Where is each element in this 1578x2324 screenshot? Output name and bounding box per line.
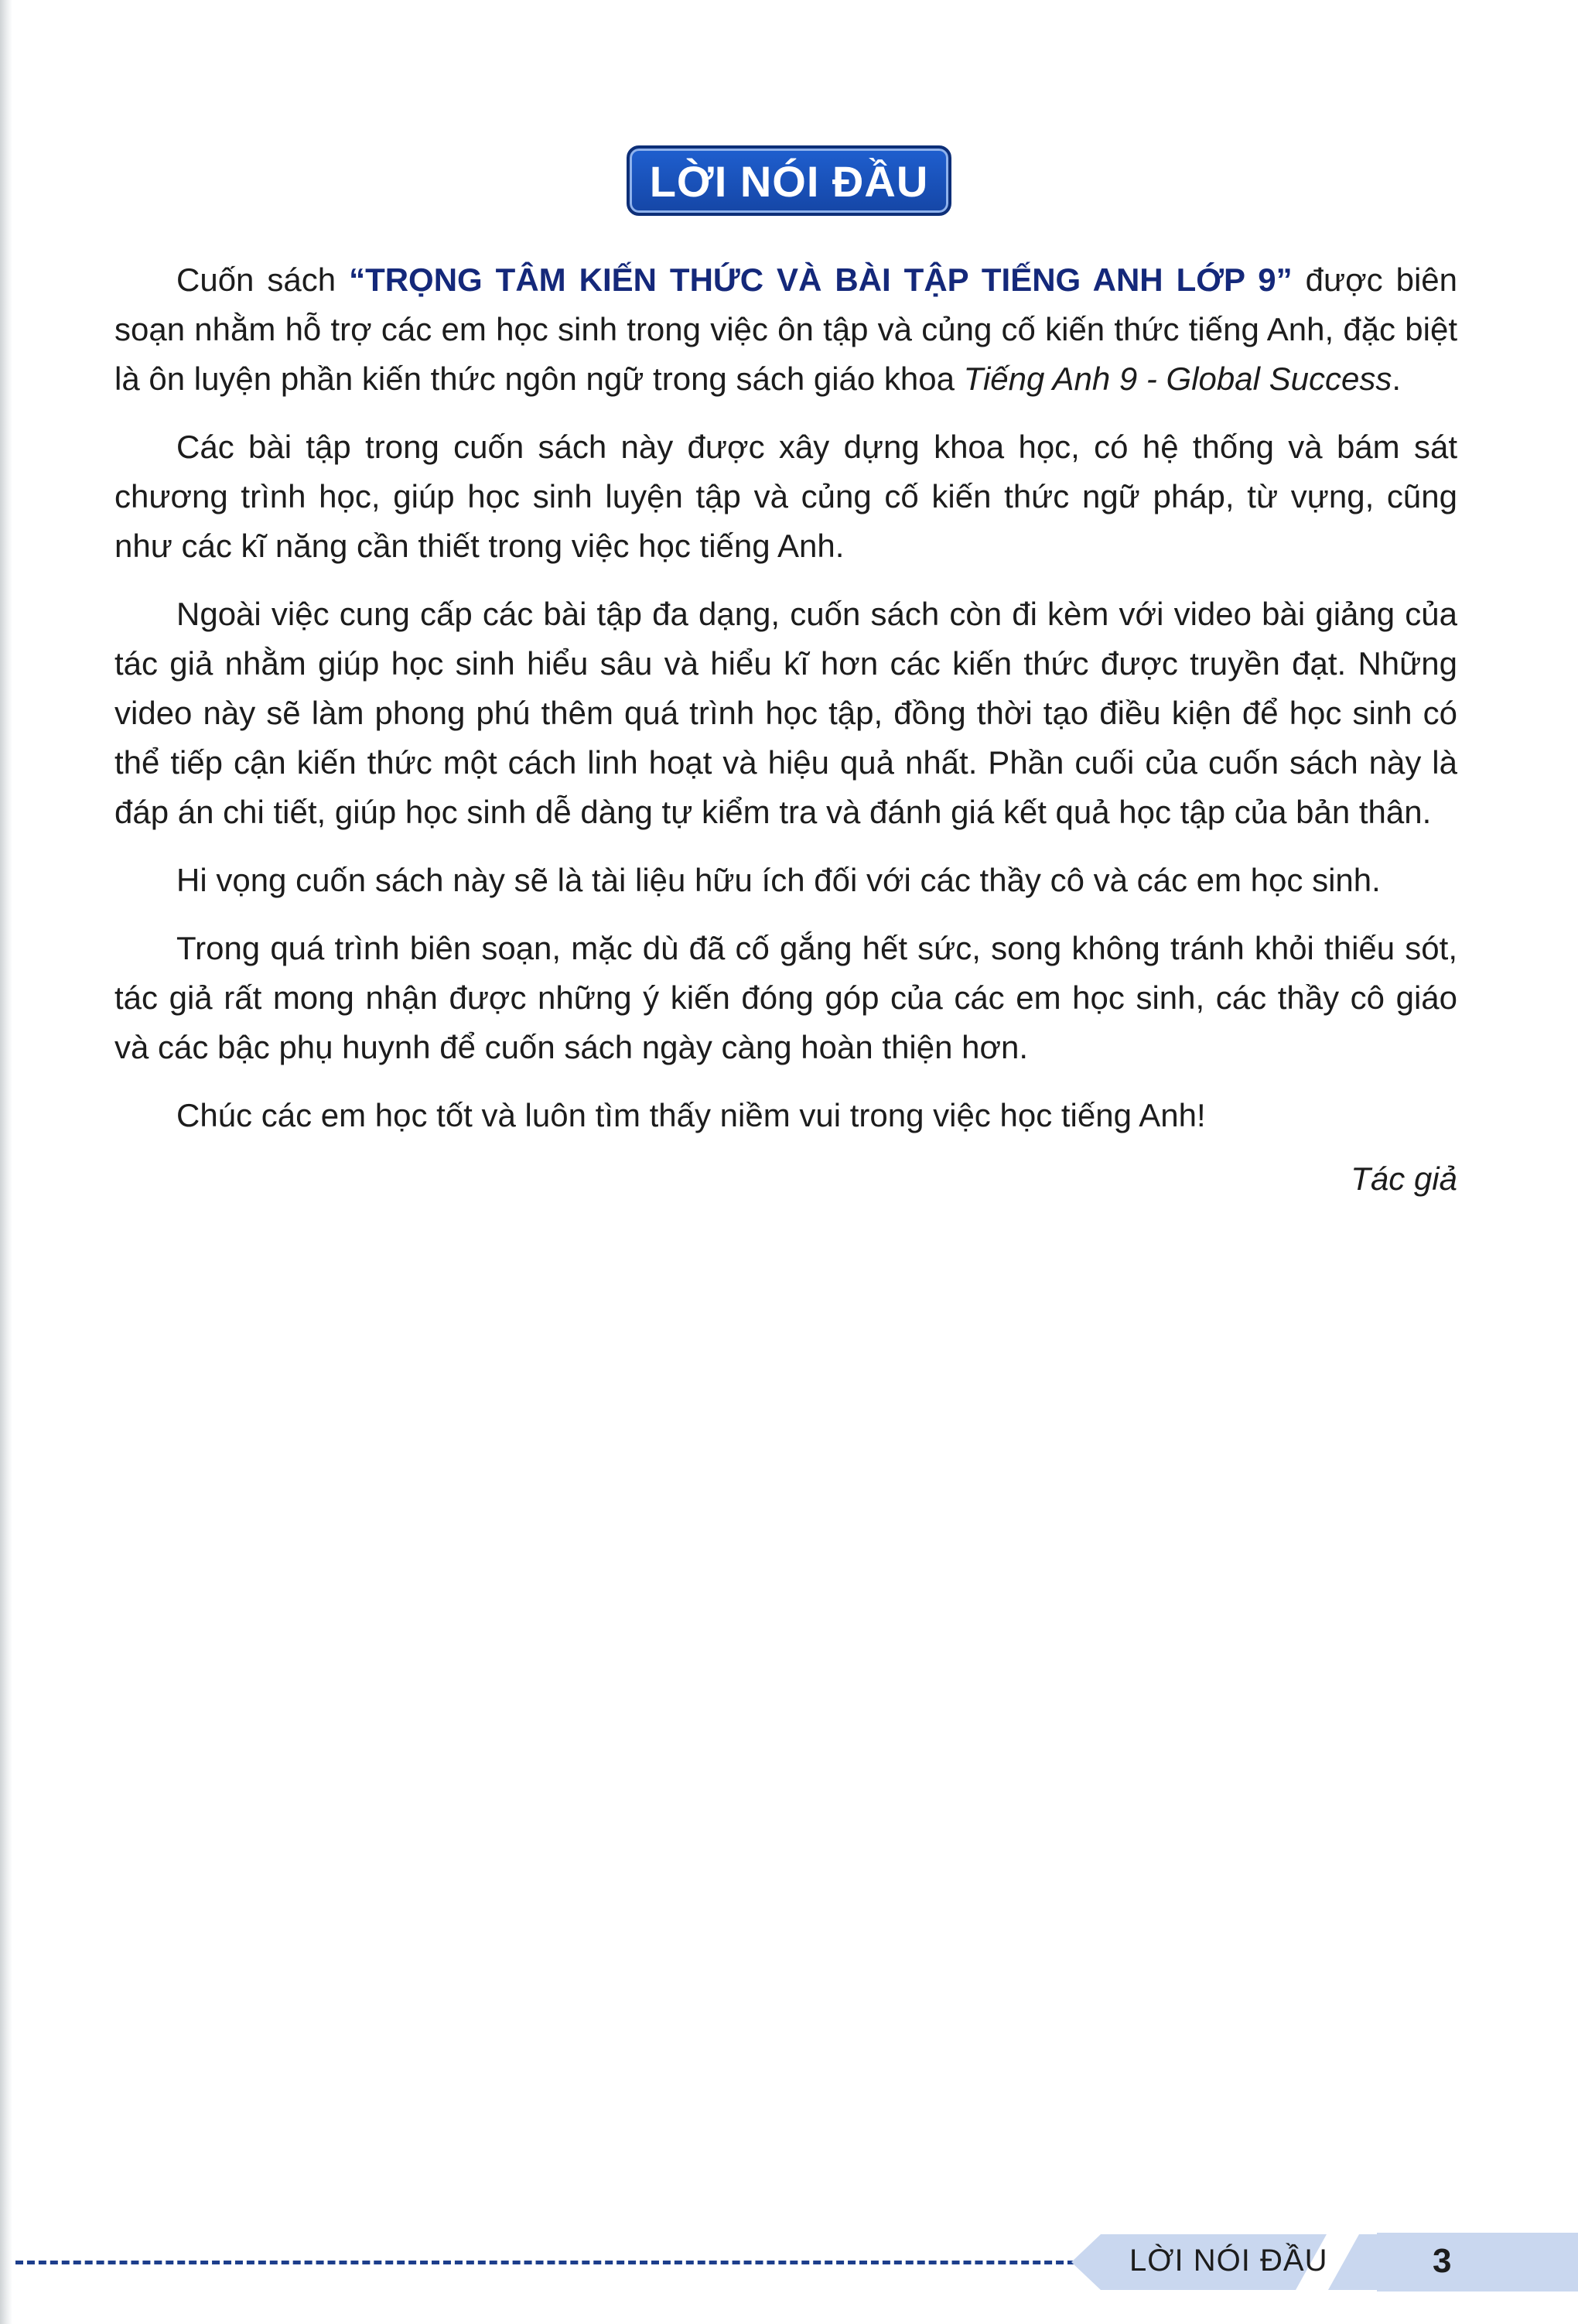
footer-section-tag bbox=[1071, 2234, 1365, 2288]
page-binding-edge bbox=[0, 0, 12, 2324]
paragraph-2: Các bài tập trong cuốn sách này được xây dựng khoa học, có hệ thống và bám sát chương trình học, giúp học sinh luyện tập và củng cố kiến thức ngữ pháp, từ vựng, cũng như các kĩ năng cần thiết trong việc học tiếng Anh. bbox=[114, 429, 1457, 564]
footer-section-label: LỜI NÓI ĐẦU bbox=[1129, 2244, 1328, 2278]
preface-body bbox=[114, 255, 1457, 1204]
paragraph-3: Ngoài việc cung cấp các bài tập đa dạng, cuốn sách còn đi kèm với video bài giảng của tác giả nhằm giúp học sinh hiểu sâu và hiểu kĩ hơn các kiến thức được truyền đạt. Những video này sẽ làm phong phú thêm quá trình học tập, đồng thời tạo điều kiện để học sinh có thể tiếp cận kiến thức một cách linh hoạt và hiệu quả nhất. Phần cuối của cuốn sách này là đáp án chi tiết, giúp học sinh dễ dàng tự kiểm tra và đánh giá kết quả học tập của bản thân. bbox=[114, 596, 1457, 830]
page-footer bbox=[0, 2227, 1578, 2298]
book-title: “TRỌNG TÂM KIẾN THỨC VÀ BÀI TẬP TIẾNG ANH LỚP 9” bbox=[349, 261, 1293, 298]
paragraph-1-middle: được biên soạn nhằm hỗ trợ các em học sinh trong việc ôn tập và củng cố kiến thức tiếng Anh, đặc biệt là ôn luyện phần kiến thức ngôn ngữ trong sách giáo khoa bbox=[114, 261, 1457, 397]
title-area bbox=[0, 145, 1578, 216]
author-signature: Tác giả bbox=[1351, 1160, 1457, 1197]
page-number-box bbox=[1377, 2233, 1578, 2292]
page-title: LỜI NÓI ĐẦU bbox=[627, 145, 952, 216]
paragraph-1-end: . bbox=[1392, 361, 1402, 397]
paragraph-4: Hi vọng cuốn sách này sẽ là tài liệu hữu ích đối với các thầy cô và các em học sinh. bbox=[176, 862, 1381, 898]
page-number: 3 bbox=[1433, 2242, 1452, 2280]
paragraph-6: Chúc các em học tốt và luôn tìm thấy niềm vui trong việc học tiếng Anh! bbox=[176, 1097, 1206, 1133]
paragraph-1 bbox=[114, 255, 1457, 404]
paragraph-1-lead: Cuốn sách bbox=[176, 261, 350, 298]
textbook-title: Tiếng Anh 9 - Global Success bbox=[963, 361, 1392, 397]
footer-dashed-rule bbox=[15, 2261, 1075, 2264]
paragraph-5: Trong quá trình biên soạn, mặc dù đã cố gắng hết sức, song không tránh khỏi thiếu sót, tác giả rất mong nhận được những ý kiến đóng góp của các em học sinh, các thầy cô giáo và các bậc phụ huynh để cuốn sách ngày càng hoàn thiện hơn. bbox=[114, 930, 1457, 1065]
